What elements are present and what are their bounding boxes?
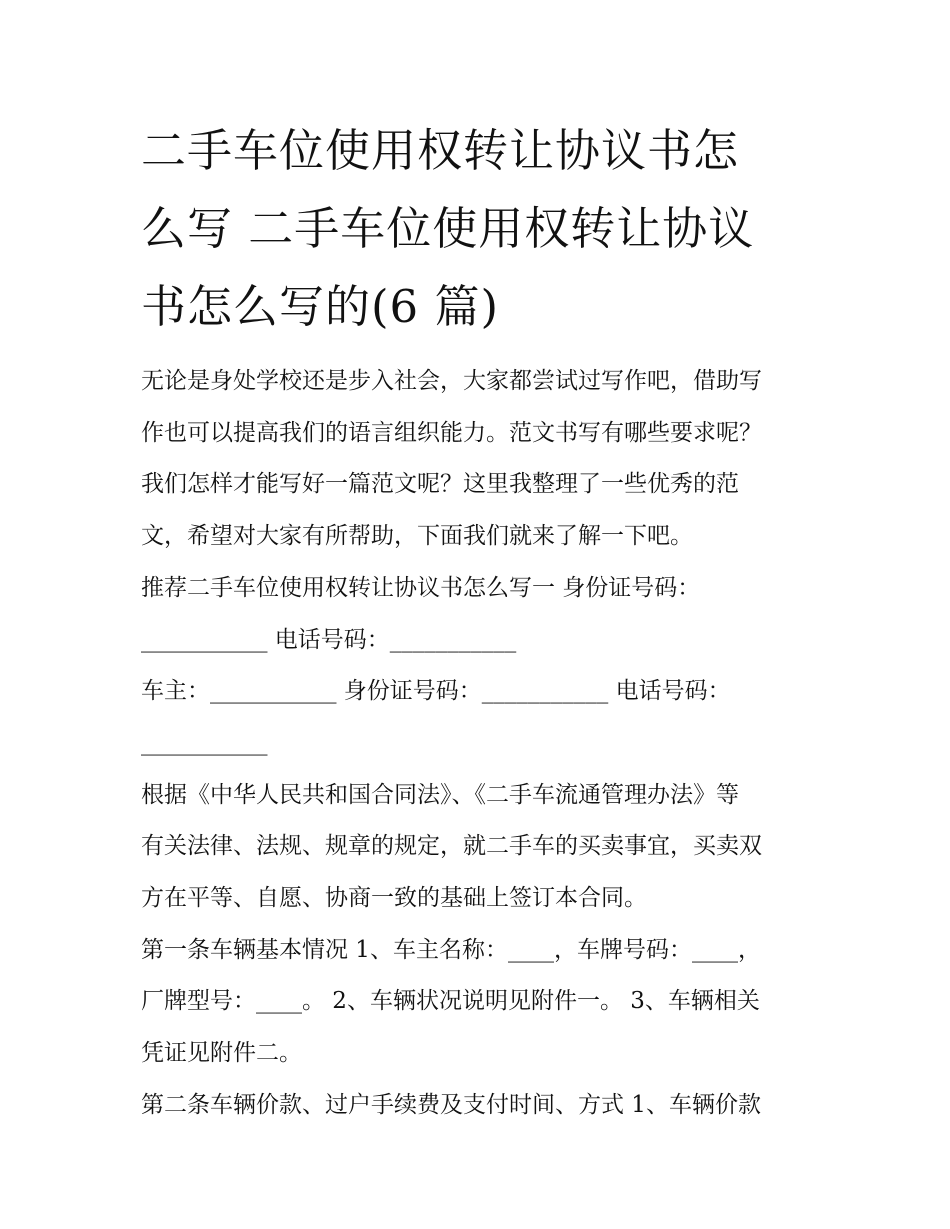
legal-basis-line: 方在平等、自愿、协商一致的基础上签订本合同。 (141, 885, 647, 912)
article-one-line: 厂牌型号：____。 2、车辆状况说明见附件一。 3、车辆相关 (141, 988, 760, 1015)
owner-info-line: ___________ (141, 729, 268, 756)
owner-info-line: 车主：___________ 身份证号码：___________ 电话号码： (141, 678, 731, 705)
article-one-line: 第一条车辆基本情况 1、车主名称：____，车牌号码：____， (141, 936, 761, 963)
intro-paragraph-line: 文，希望对大家有所帮助，下面我们就来了解一下吧。 (141, 523, 693, 550)
intro-paragraph-line: 我们怎样才能写好一篇范文呢？这里我整理了一些优秀的范 (141, 471, 739, 498)
intro-paragraph-line: 作也可以提高我们的语言组织能力。范文书写有哪些要求呢？ (141, 419, 762, 446)
buyer-info-line: 推荐二手车位使用权转让协议书怎么写一 身份证号码： (141, 574, 701, 601)
title-line: 书怎么写的(6 篇) (141, 280, 500, 333)
legal-basis-line: 有关法律、法规、规章的规定，就二手车的买卖事宜，买卖双 (141, 833, 762, 860)
title-line: 么写 二手车位使用权转让协议 (141, 202, 755, 255)
document-title (141, 112, 821, 346)
document-body (141, 356, 821, 1132)
article-one-line: 凭证见附件二。 (141, 1040, 302, 1067)
legal-basis-line: 根据《中华人民共和国合同法》、《二手车流通管理办法》等 (141, 781, 739, 808)
article-two-line: 第二条车辆价款、过户手续费及支付时间、方式 1、车辆价款 (141, 1091, 761, 1118)
buyer-info-line: ___________ 电话号码：___________ (141, 626, 517, 653)
title-line: 二手车位使用权转让协议书怎 (141, 124, 740, 177)
intro-paragraph-line: 无论是身处学校还是步入社会，大家都尝试过写作吧，借助写 (141, 368, 762, 394)
